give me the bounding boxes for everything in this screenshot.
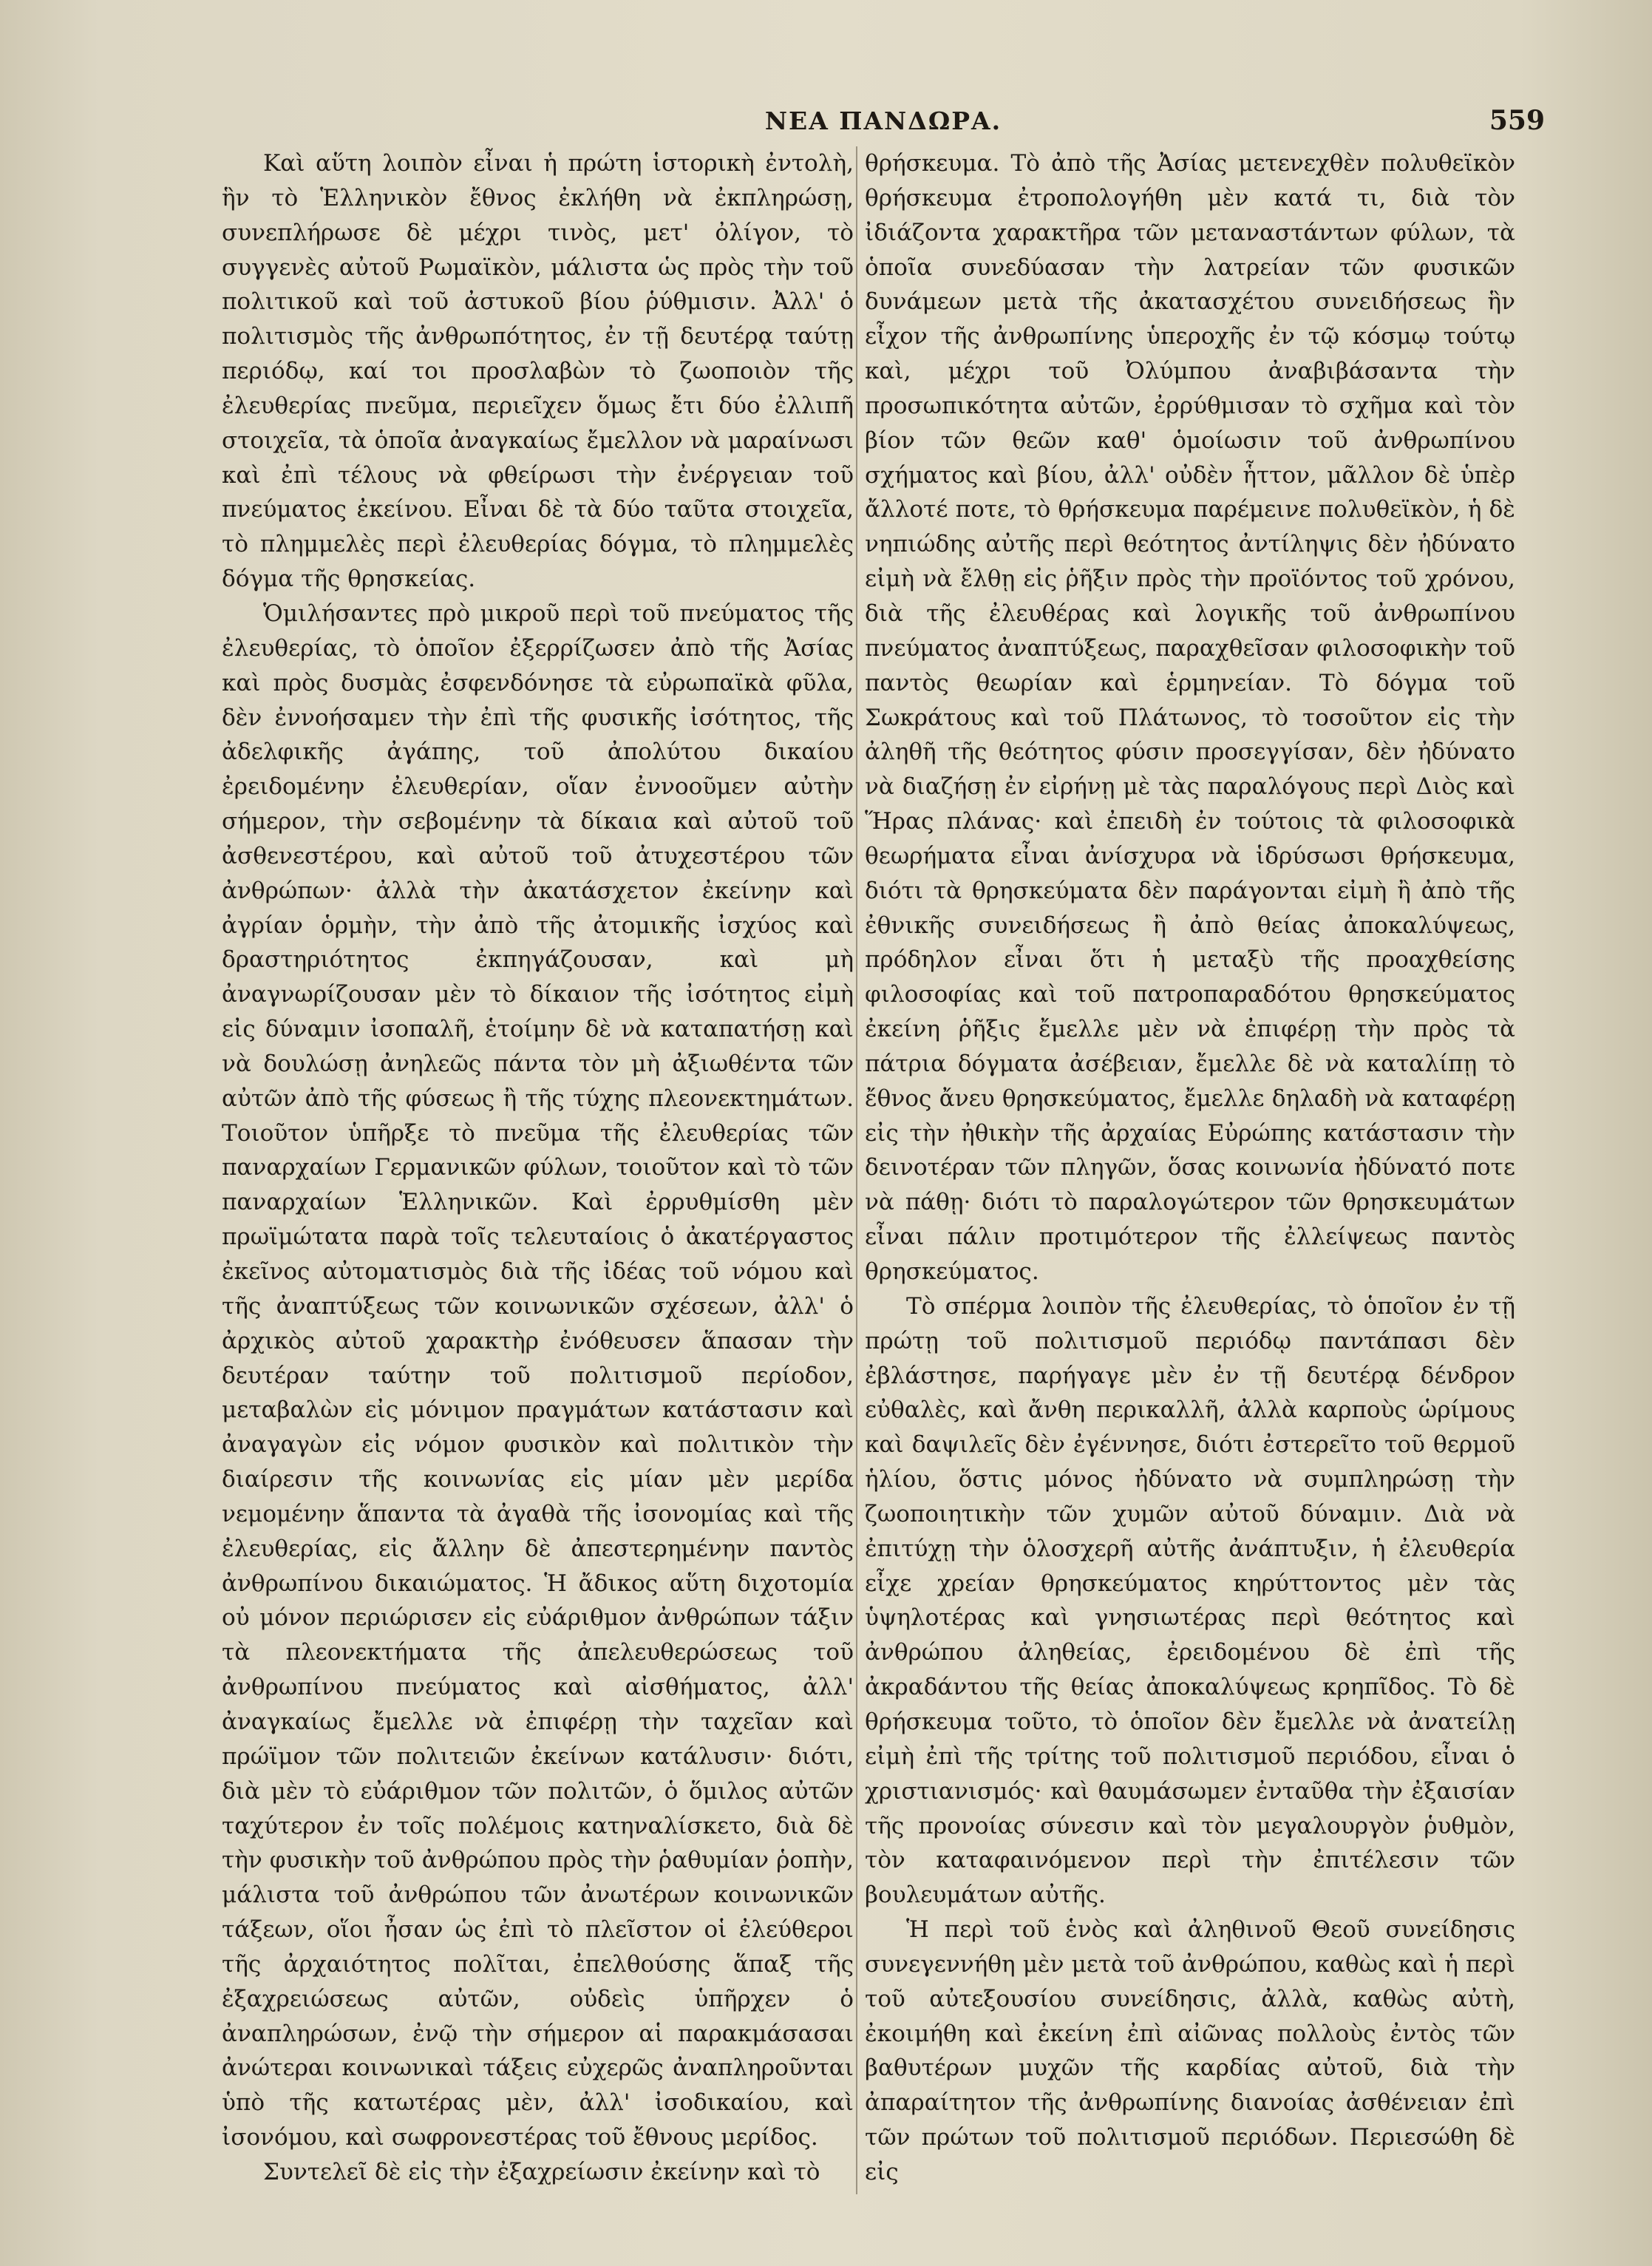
right-paragraph-2: Τὸ σπέρμα λοιπὸν τῆς ἐλευθερίας, τὸ ὁποῖον ἐν τῇ πρώτῃ τοῦ πολιτισμοῦ περιόδῳ παντάπασι δὲν ἐβλάστησε, παρήγαγε μὲν ἐν τῇ δευτέρᾳ δένδρον εὐθαλὲς, καὶ ἄνθη περικαλλῆ, ἀλλὰ καρποὺς ὡρίμους καὶ δαψιλεῖς δὲν ἐγέννησε, διότι ἐστερεῖτο τοῦ θερμοῦ ἡλίου, ὅστις μόνος ἠδύνατο νὰ συμπληρώσῃ τὴν ζωοποιητικὴν τῶν χυμῶν αὐτοῦ δύναμιν. Διὰ νὰ ἐπιτύχῃ τὴν ὁλοσχερῆ αὐτῆς ἀνάπτυξιν, ἡ ἐλευθερία εἶχε χρείαν θρησκεύματος κηρύττοντος μὲν τὰς ὑψηλοτέρας καὶ γνησιωτέρας περὶ θεότητος καὶ ἀνθρώπου ἀληθείας, ἐρειδομένου δὲ ἐπὶ τῆς ἀκραδάντου τῆς θείας ἀποκαλύψεως κρηπῖδος. Τὸ δὲ θρήσκευμα τοῦτο, τὸ ὁποῖον δὲν ἔμελλε νὰ ἀνατείλῃ εἰμὴ ἐπὶ τῆς τρίτης τοῦ πολιτισμοῦ περιόδου, εἶναι ὁ χριστιανισμός· καὶ θαυμάσωμεν ἐνταῦθα τὴν ἐξαισίαν τῆς προνοίας σύνεσιν καὶ τὸν μεγαλουργὸν ῥυθμὸν, τὸν καταφαινόμενον περὶ τὴν ἐπιτέλεσιν τῶν βουλευμάτων αὐτῆς. <box>865 1292 1515 1909</box>
left-column <box>222 146 854 2190</box>
running-title: ΝΕΑ ΠΑΝΔΩΡΑ. <box>764 106 1002 135</box>
left-paragraph-1: Καὶ αὕτη λοιπὸν εἶναι ἡ πρώτη ἱστορικὴ ἐντολὴ, ἣν τὸ Ἑλληνικὸν ἔθνος ἐκλήθη νὰ ἐκπληρώσῃ, συνεπλήρωσε δὲ μέχρι τινὸς, μετ' ὀλίγον, τὸ συγγενὲς αὐτοῦ Ρωμαϊκὸν, μάλιστα ὡς πρὸς τὴν τοῦ πολιτικοῦ καὶ τοῦ ἀστυκοῦ βίου ῥύθμισιν. Ἀλλ' ὁ πολιτισμὸς τῆς ἀνθρωπότητος, ἐν τῇ δευτέρᾳ ταύτῃ περιόδῳ, καί τοι προσλαβὼν τὸ ζωοποιὸν τῆς ἐλευθερίας πνεῦμα, περιεῖχεν ὅμως ἔτι δύο ἐλλιπῆ στοιχεῖα, τὰ ὁποῖα ἀναγκαίως ἔμελλον νὰ μαραίνωσι καὶ ἐπὶ τέλους νὰ φθείρωσι τὴν ἐνέργειαν τοῦ πνεύματος ἐκείνου. Εἶναι δὲ τὰ δύο ταῦτα στοιχεῖα, τὸ πλημμελὲς περὶ ἐλευθερίας δόγμα, τὸ πλημμελὲς δόγμα τῆς θρησκείας. <box>222 150 854 593</box>
right-paragraph-1: θρήσκευμα. Τὸ ἀπὸ τῆς Ἀσίας μετενεχθὲν πολυθεϊκὸν θρήσκευμα ἐτροπολογήθη μὲν κατά τι, διὰ τὸν ἰδιάζοντα χαρακτῆρα τῶν μεταναστάντων φύλων, τὰ ὁποῖα συνεδύασαν τὴν λατρείαν τῶν φυσικῶν δυνάμεων μετὰ τῆς ἀκατασχέτου συνειδήσεως ἣν εἶχον τῆς ἀνθρωπίνης ὑπεροχῆς ἐν τῷ κόσμῳ τούτῳ καὶ, μέχρι τοῦ Ὀλύμπου ἀναβιβάσαντα τὴν προσωπικότητα αὐτῶν, ἐρρύθμισαν τὸ σχῆμα καὶ τὸν βίον τῶν θεῶν καθ' ὁμοίωσιν τοῦ ἀνθρωπίνου σχήματος καὶ βίου, ἀλλ' οὐδὲν ἧττον, μᾶλλον δὲ ὑπὲρ ἄλλοτέ ποτε, τὸ θρήσκευμα παρέμεινε πολυθεϊκὸν, ἡ δὲ νηπιώδης αὐτῆς περὶ θεότητος ἀντίληψις δὲν ἠδύνατο εἰμὴ νὰ ἔλθῃ εἰς ῥῆξιν πρὸς τὴν προϊόντος τοῦ χρόνου, διὰ τῆς ἐλευθέρας καὶ λογικῆς τοῦ ἀνθρωπίνου πνεύματος ἀναπτύξεως, παραχθεῖσαν φιλοσοφικὴν τοῦ παντὸς θεωρίαν καὶ ἑρμηνείαν. Τὸ δόγμα τοῦ Σωκράτους καὶ τοῦ Πλάτωνος, τὸ τοσοῦτον εἰς τὴν ἀληθῆ τῆς θεότητος φύσιν προσεγγίσαν, δὲν ἠδύνατο νὰ διαζήσῃ ἐν εἰρήνῃ μὲ τὰς παραλόγους περὶ Διὸς καὶ Ἥρας πλάνας· καὶ ἐπειδὴ ἐν τούτοις τὰ φιλοσοφικὰ θεωρήματα εἶναι ἀνίσχυρα νὰ ἱδρύσωσι θρήσκευμα, διότι τὰ θρησκεύματα δὲν παράγονται εἰμὴ ἢ ἀπὸ τῆς ἐθνικῆς συνειδήσεως ἢ ἀπὸ θείας ἀποκαλύψεως, πρόδηλον εἶναι ὅτι ἡ μεταξὺ τῆς προαχθείσης φιλοσοφίας καὶ τοῦ πατροπαραδότου θρησκεύματος ἐκείνη ῥῆξις ἔμελλε μὲν νὰ ἐπιφέρῃ τὴν πρὸς τὰ πάτρια δόγματα ἀσέβειαν, ἔμελλε δὲ νὰ καταλίπῃ τὸ ἔθνος ἄνευ θρησκεύματος, ἔμελλε δηλαδὴ νὰ καταφέρῃ εἰς τὴν ἠθικὴν τῆς ἀρχαίας Εὐρώπης κατάστασιν τὴν δεινοτέραν τῶν πληγῶν, ὅσας κοινωνία ἠδύνατό ποτε νὰ πάθῃ· διότι τὸ παραλογώτερον τῶν θρησκευμάτων εἶναι πάλιν προτιμότερον τῆς ἐλλείψεως παντὸς θρησκεύματος. <box>865 150 1515 1285</box>
right-column <box>865 146 1515 2190</box>
page-header <box>222 102 1545 146</box>
page-number: 559 <box>1489 105 1545 136</box>
right-paragraph-3: Ἡ περὶ τοῦ ἑνὸς καὶ ἀληθινοῦ Θεοῦ συνείδησις συνεγεννήθη μὲν μετὰ τοῦ ἀνθρώπου, καθὼς καὶ ἡ περὶ τοῦ αὐτεξουσίου συνείδησις, ἀλλὰ, καθὼς αὐτὴ, ἐκοιμήθη καὶ ἐκείνη ἐπὶ αἰῶνας πολλοὺς ἐντὸς τῶν βαθυτέρων μυχῶν τῆς καρδίας αὐτοῦ, διὰ τὴν ἀπαραίτητον τῆς ἀνθρωπίνης διανοίας ἀσθένειαν ἐπὶ τῶν πρώτων τοῦ πολιτισμοῦ περιόδων. Περιεσώθη δὲ εἰς <box>865 1916 1515 2185</box>
column-divider <box>856 146 857 2194</box>
left-paragraph-3: Συντελεῖ δὲ εἰς τὴν ἐξαχρείωσιν ἐκείνην καὶ τὸ <box>263 2158 820 2185</box>
left-paragraph-2: Ὁμιλήσαντες πρὸ μικροῦ περὶ τοῦ πνεύματος τῆς ἐλευθερίας, τὸ ὁποῖον ἐξερρίζωσεν ἀπὸ τῆς Ἀσίας καὶ πρὸς δυσμὰς ἐσφενδόνησε τὰ εὐρωπαϊκὰ φῦλα, δὲν ἐννοήσαμεν τὴν ἐπὶ τῆς φυσικῆς ἰσότητος, τῆς ἀδελφικῆς ἀγάπης, τοῦ ἀπολύτου δικαίου ἐρειδομένην ἐλευθερίαν, οἵαν ἐννοοῦμεν αὐτὴν σήμερον, τὴν σεβομένην τὰ δίκαια καὶ αὐτοῦ τοῦ ἀσθενεστέρου, καὶ αὐτοῦ τοῦ ἀτυχεστέρου τῶν ἀνθρώπων· ἀλλὰ τὴν ἀκατάσχετον ἐκείνην καὶ ἀγρίαν ὁρμὴν, τὴν ἀπὸ τῆς ἀτομικῆς ἰσχύος καὶ δραστηριότητος ἐκπηγάζουσαν, καὶ μὴ ἀναγνωρίζουσαν μὲν τὸ δίκαιον τῆς ἰσότητος εἰμὴ εἰς δύναμιν ἰσοπαλῆ, ἑτοίμην δὲ νὰ καταπατήσῃ καὶ νὰ δουλώσῃ ἀνηλεῶς πάντα τὸν μὴ ἀξιωθέντα τῶν αὐτῶν ἀπὸ τῆς φύσεως ἢ τῆς τύχης πλεονεκτημάτων. Τοιοῦτον ὑπῆρξε τὸ πνεῦμα τῆς ἐλευθερίας τῶν παναρχαίων Γερμανικῶν φύλων, τοιοῦτον καὶ τὸ τῶν παναρχαίων Ἑλληνικῶν. Καὶ ἐρρυθμίσθη μὲν πρωϊμώτατα παρὰ τοῖς τελευταίοις ὁ ἀκατέργαστος ἐκεῖνος αὐτοματισμὸς διὰ τῆς ἰδέας τοῦ νόμου καὶ τῆς ἀναπτύξεως τῶν κοινωνικῶν σχέσεων, ἀλλ' ὁ ἀρχικὸς αὐτοῦ χαρακτὴρ ἐνόθευσεν ἅπασαν τὴν δευτέραν ταύτην τοῦ πολιτισμοῦ περίοδον, μεταβαλὼν εἰς μόνιμον πραγμάτων κατάστασιν καὶ ἀναγαγὼν εἰς νόμον φυσικὸν καὶ πολιτικὸν τὴν διαίρεσιν τῆς κοινωνίας εἰς μίαν μὲν μερίδα νεμομένην ἅπαντα τὰ ἀγαθὰ τῆς ἰσονομίας καὶ τῆς ἐλευθερίας, εἰς ἄλλην δὲ ἀπεστερημένην παντὸς ἀνθρωπίνου δικαιώματος. Ἡ ἄδικος αὕτη διχοτομία οὐ μόνον περιώρισεν εἰς εὐάριθμον ἀνθρώπων τάξιν τὰ πλεονεκτήματα τῆς ἀπελευθερώσεως τοῦ ἀνθρωπίνου πνεύματος καὶ αἰσθήματος, ἀλλ' ἀναγκαίως ἔμελλε νὰ ἐπιφέρῃ τὴν ταχεῖαν καὶ πρώϊμον τῶν πολιτειῶν ἐκείνων κατάλυσιν· διότι, διὰ μὲν τὸ εὐάριθμον τῶν πολιτῶν, ὁ ὅμιλος αὐτῶν ταχύτερον ἐν τοῖς πολέμοις κατηναλίσκετο, διὰ δὲ τὴν φυσικὴν τοῦ ἀνθρώπου πρὸς τὴν ῥαθυμίαν ῥοπὴν, μάλιστα τοῦ ἀνθρώπου τῶν ἀνωτέρων κοινωνικῶν τάξεων, οἵοι ἦσαν ὡς ἐπὶ τὸ πλεῖστον οἱ ἐλεύθεροι τῆς ἀρχαιότητος πολῖται, ἐπελθούσης ἅπαξ τῆς ἐξαχρειώσεως αὐτῶν, οὐδεὶς ὑπῆρχεν ὁ ἀναπληρώσων, ἐνῷ τὴν σήμερον αἱ παρακμάσασαι ἀνώτεραι κοινωνικαὶ τάξεις εὐχερῶς ἀναπληροῦνται ὑπὸ τῆς κατωτέρας μὲν, ἀλλ' ἰσοδικαίου, καὶ ἰσονόμου, καὶ σωφρονεστέρας τοῦ ἔθνους μερίδος. <box>222 600 854 2151</box>
